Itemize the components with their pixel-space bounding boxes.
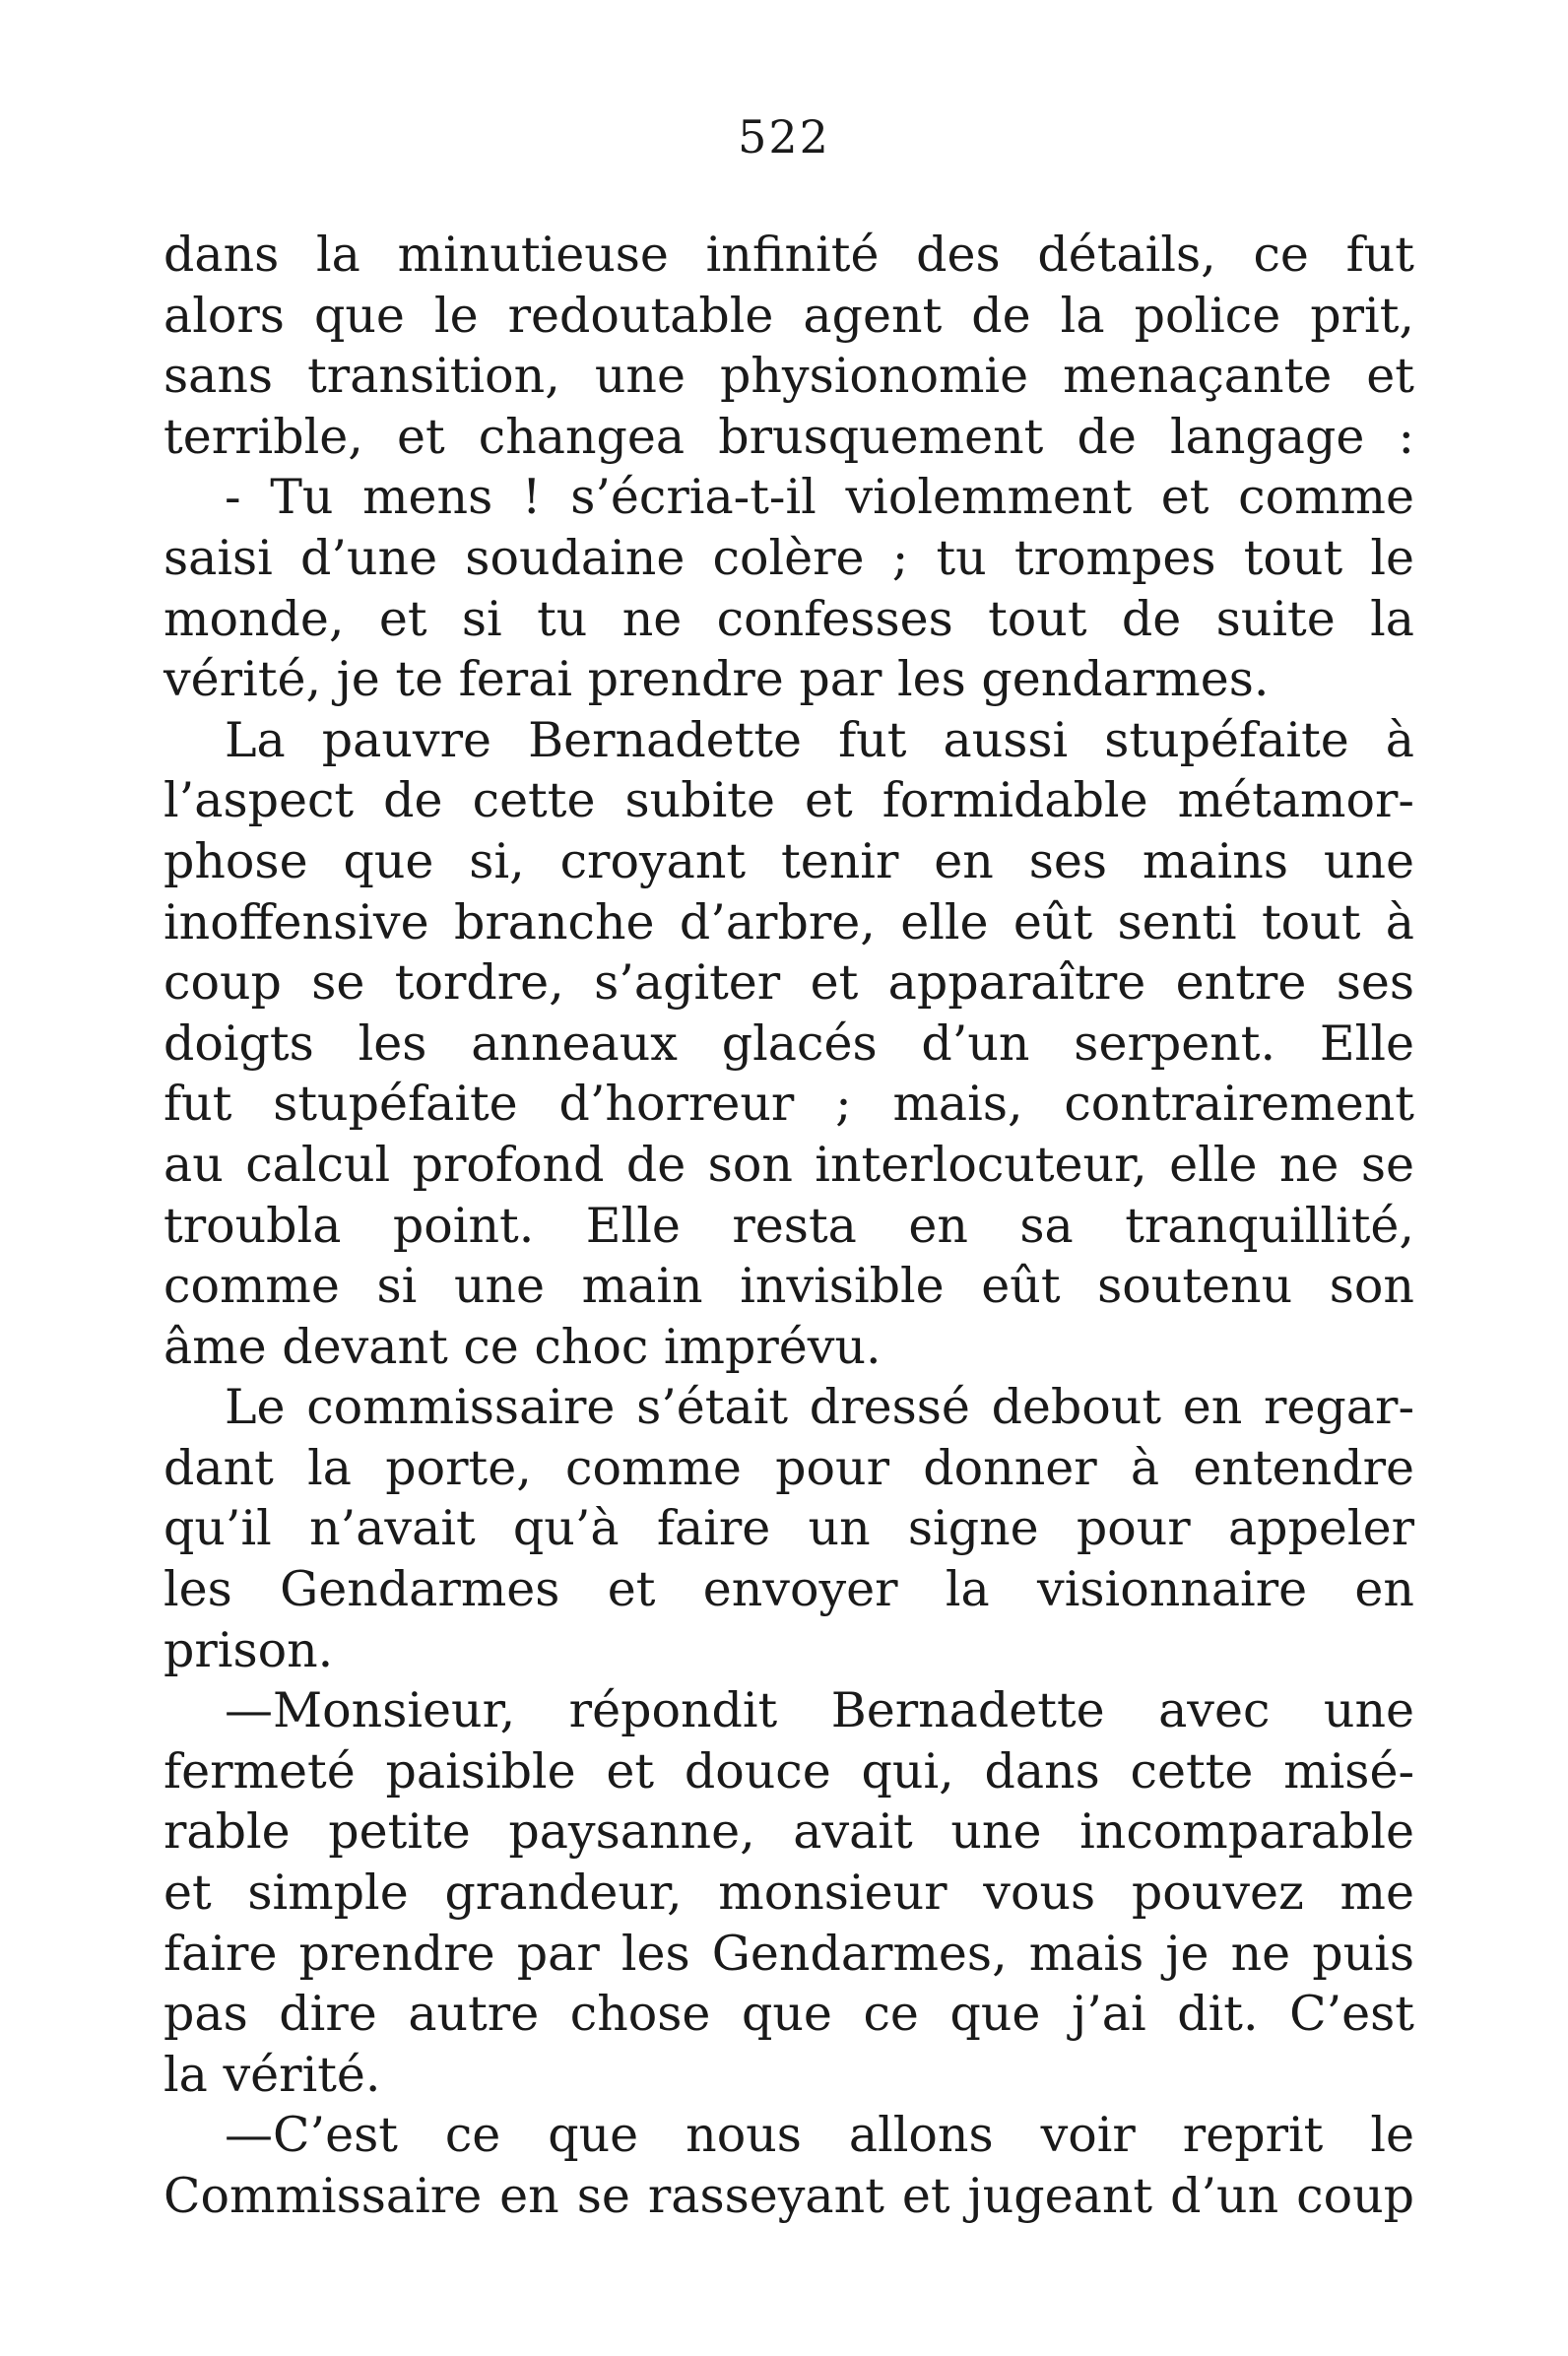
text-line: terrible, et changea brusquement de langage :	[163, 408, 1414, 465]
text-line: rable petite paysanne, avait une incomparable	[163, 1803, 1414, 1861]
page-number: 522	[738, 110, 830, 164]
text-line: la vérité.	[163, 2046, 381, 2103]
text-line: Commissaire en se rasseyant et jugeant d’un coup	[163, 2168, 1414, 2224]
text-line: coup se tordre, s’agiter et apparaître entre ses	[163, 954, 1414, 1012]
text-line: prison.	[163, 1621, 334, 1678]
text-line: sans transition, une physionomie menaçante et	[163, 348, 1414, 405]
text-line: monde, et si tu ne confesses tout de suite la	[163, 590, 1414, 647]
text-line: fut stupéfaite d’horreur ; mais, contrairement	[163, 1076, 1414, 1133]
text-line: l’aspect de cette subite et formidable métamor-	[163, 772, 1414, 829]
text-line: alors que le redoutable agent de la police prit,	[163, 287, 1414, 344]
text-line: inoffensive branche d’arbre, elle eût senti tout à	[163, 893, 1414, 950]
text-line: faire prendre par les Gendarmes, mais je ne puis	[163, 1925, 1414, 1982]
text-line: fermeté paisible et douce qui, dans cette misé-	[163, 1742, 1414, 1800]
text-line: pas dire autre chose que ce que j’ai dit. C’est	[163, 1986, 1414, 2043]
text-line: doigts les anneaux glacés d’un serpent. Elle	[163, 1014, 1414, 1072]
text-line: —Monsieur, répondit Bernadette avec une	[225, 1682, 1414, 1739]
text-line: comme si une main invisible eût soutenu son	[163, 1258, 1414, 1315]
text-line: vérité, je te ferai prendre par les gendarmes.	[163, 651, 1270, 708]
text-line: au calcul profond de son interlocuteur, elle ne se	[163, 1136, 1414, 1193]
text-line: —C’est ce que nous allons voir reprit le	[225, 2107, 1414, 2164]
text-line: troubla point. Elle resta en sa tranquillité,	[163, 1197, 1414, 1254]
text-line: dans la minutieuse infinité des détails, ce fut	[163, 227, 1414, 283]
text-line: âme devant ce choc imprévu.	[163, 1318, 882, 1375]
text-line: saisi d’une soudaine colère ; tu trompes tout le	[163, 529, 1414, 586]
body-text	[163, 225, 1414, 2227]
text-line: - Tu mens ! s’écria-t-il violemment et comme	[225, 469, 1414, 526]
text-line: et simple grandeur, monsieur vous pouvez me	[163, 1865, 1414, 1922]
text-line: Le commissaire s’était dressé debout en regar-	[225, 1379, 1414, 1436]
text-line: qu’il n’avait qu’à faire un signe pour appeler	[163, 1500, 1414, 1557]
text-line: dant la porte, comme pour donner à entendre	[163, 1439, 1414, 1496]
text-line: les Gendarmes et envoyer la visionnaire en	[163, 1561, 1414, 1618]
text-line: La pauvre Bernadette fut aussi stupéfaite à	[225, 711, 1414, 768]
text-line: phose que si, croyant tenir en ses mains une	[163, 832, 1414, 889]
